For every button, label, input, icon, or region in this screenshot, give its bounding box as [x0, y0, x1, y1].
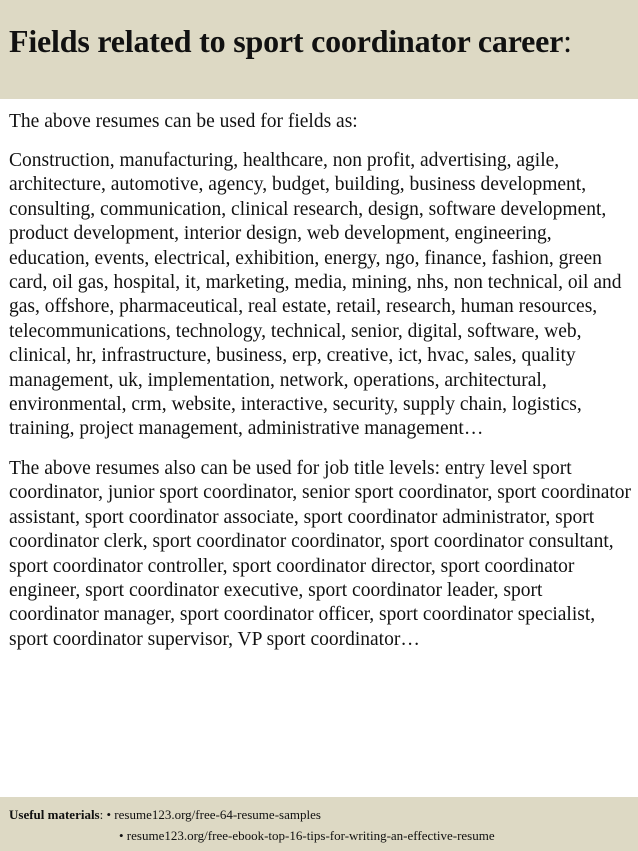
- useful-materials-footer: [0, 797, 638, 851]
- label-separator: :: [99, 807, 107, 822]
- main-content: [9, 110, 634, 652]
- page-title-colon: :: [563, 23, 572, 59]
- useful-materials-label: Useful materials: [9, 807, 100, 822]
- title-banner: [0, 0, 638, 99]
- intro-text: The above resumes can be used for fields as:: [9, 111, 358, 132]
- page-title-text: Fields related to sport coordinator career: [9, 23, 564, 59]
- footer-link-resume-samples[interactable]: • resume123.org/free-64-resume-samples: [106, 807, 321, 822]
- footer-row-2: [9, 825, 638, 846]
- footer-link-ebook-tips[interactable]: • resume123.org/free-ebook-top-16-tips-for-writing-an-effective-resume: [119, 828, 495, 843]
- footer-row-1: [9, 804, 638, 825]
- fields-list-paragraph: Construction, manufacturing, healthcare, non profit, advertising, agile, architecture, automotive, agency, budget, building, business development, consulting, communication, clinical research, design, software development, product development, interior design, web development, engineering, education, events, electrical, exhibition, energy, ngo, finance, fashion, green card, oil gas, hospital, it, marketing, media, mining, nhs, non technical, oil and gas, offshore, pharmaceutical, real estate, retail, research, human resources, telecommunications, technology, technical, senior, digital, software, web, clinical, hr, infrastructure, business, erp, creative, ict, hvac, sales, quality management, uk, implementation, network, operations, architectural, environmental, crm, website, interactive, security, supply chain, logistics, training, project management, administrative management…: [9, 150, 622, 440]
- job-levels-paragraph: The above resumes also can be used for job title levels: entry level sport coordinator, junior sport coordinator, senior sport coordinator, sport coordinator assistant, sport coordinator associate, sport coordinator administrator, sport coordinator clerk, sport coordinator coordinator, sport coordinator consultant, sport coordinator controller, sport coordinator director, sport coordinator engineer, sport coordinator executive, sport coordinator leader, sport coordinator manager, sport coordinator officer, sport coordinator specialist, sport coordinator supervisor, VP sport coordinator…: [9, 457, 632, 650]
- page-title: [9, 22, 638, 60]
